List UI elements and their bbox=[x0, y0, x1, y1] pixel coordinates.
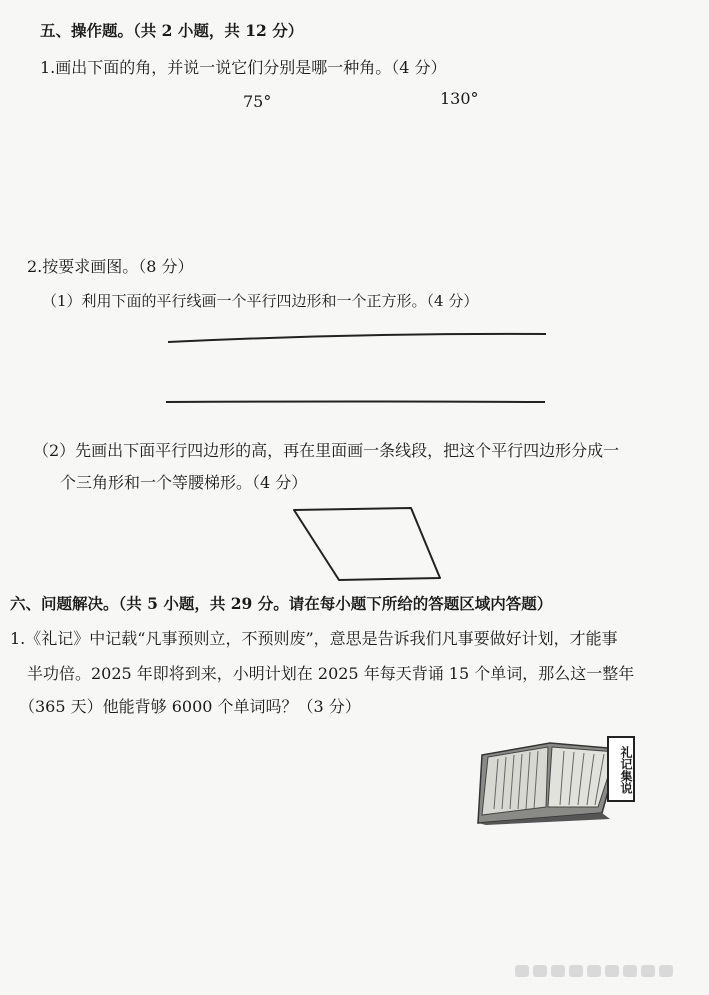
scroll-dot-icon bbox=[569, 965, 583, 977]
book-title-seal: 礼记集说 bbox=[607, 736, 635, 802]
problem-1-line1: 1.《礼记》中记载“凡事预则立，不预则废”，意思是告诉我们凡事要做好计划，才能事 bbox=[10, 629, 618, 648]
scroll-dot-icon bbox=[587, 965, 601, 977]
scroll-dot-icon bbox=[551, 965, 565, 977]
scroll-dot-icon bbox=[623, 965, 637, 977]
section-five-title: 五、操作题。（共 2 小题，共 12 分） bbox=[40, 21, 304, 40]
scroll-dot-icon bbox=[605, 965, 619, 977]
scroll-dot-icon bbox=[659, 965, 673, 977]
angle-130-label: 130° bbox=[440, 89, 479, 108]
question-2-1-text: （1）利用下面的平行线画一个平行四边形和一个正方形。（4 分） bbox=[42, 292, 479, 310]
parallel-line-top bbox=[168, 334, 546, 342]
parallelogram-shape bbox=[294, 508, 440, 580]
parallel-line-bottom bbox=[166, 402, 545, 403]
question-2-text: 2.按要求画图。（8 分） bbox=[27, 257, 194, 276]
problem-1-line3: （365 天）他能背够 6000 个单词吗？（3 分） bbox=[19, 697, 361, 716]
question-2-2-line1: （2）先画出下面平行四边形的高，再在里面画一条线段，把这个平行四边形分成一 bbox=[33, 441, 620, 460]
scroll-indicator bbox=[515, 962, 693, 976]
section-six-title: 六、问题解决。（共 5 小题，共 29 分。请在每小题下所给的答题区域内答题） bbox=[10, 594, 553, 613]
angle-75-label: 75° bbox=[243, 92, 272, 111]
question-2-2-line2: 个三角形和一个等腰梯形。（4 分） bbox=[60, 473, 308, 492]
scroll-dot-icon bbox=[641, 965, 655, 977]
problem-1-line2: 半功倍。2025 年即将到来，小明计划在 2025 年每天背诵 15 个单词，那么这一整年 bbox=[27, 664, 635, 683]
scroll-dot-icon bbox=[515, 965, 529, 977]
question-1-text: 1.画出下面的角，并说一说它们分别是哪一种角。（4 分） bbox=[40, 58, 447, 77]
scroll-dot-icon bbox=[533, 965, 547, 977]
